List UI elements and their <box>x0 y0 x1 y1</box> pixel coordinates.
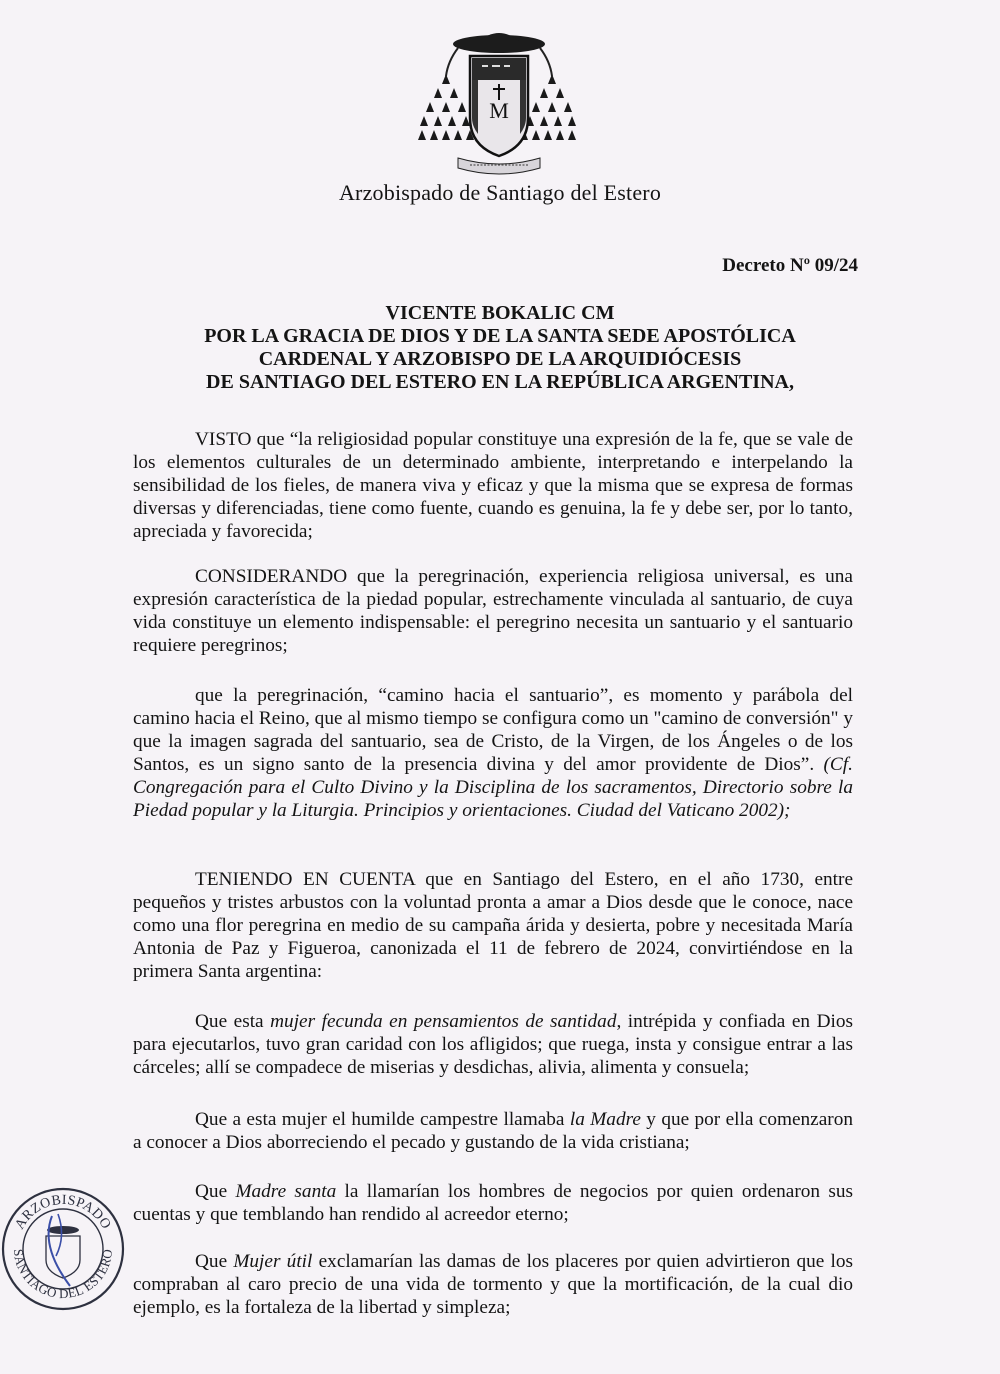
emphasis: mujer fecunda en pensamientos de santidad <box>270 1011 617 1032</box>
mujer-fecunda-paragraph <box>133 1010 853 1079</box>
text-segment: la llamarían los hombres de negocios por quien ordenaron sus cuentas y que temblando han rendido al acreedor eterno; <box>133 1181 853 1225</box>
emphasis: la Madre <box>569 1109 641 1130</box>
peregrinacion-paragraph <box>133 684 853 822</box>
teniendo-paragraph: TENIENDO EN CUENTA que en Santiago del Estero, en el año 1730, entre pequeños y tristes arbustos con la voluntad pronta a amar a Dios desde que le conoce, nace como una flor peregrina en medio de su campaña árida y desierta, pobre y necesitada María Antonia de Paz y Figueroa, canonizada el 11 de febrero de 2024, convirtiéndose en la primera Santa argentina: <box>133 869 853 982</box>
archdiocese-stamp-icon <box>0 1186 126 1312</box>
issuer-header <box>140 302 860 394</box>
mujer-util-paragraph <box>133 1250 853 1319</box>
issuer-line: CARDENAL Y ARZOBISPO DE LA ARQUIDIÓCESIS <box>258 348 742 370</box>
citation: (Cf. Congregación para el Culto Divino y la Disciplina de los sacramentos, Directorio sobre la Piedad popular y la Liturgia. Principios y orientaciones. Ciudad del Vaticano 2002); <box>133 754 853 821</box>
seal-bottom-text: SANTIAGO DEL ESTERO <box>10 1248 116 1302</box>
text-segment: y que por ella comenzaron a conocer a Dios aborreciendo el pecado y gustando de la vida cristiana; <box>133 1109 854 1153</box>
visto-paragraph: VISTO que “la religiosidad popular constituye una expresión de la fe, que se vale de los elementos culturales de un determinado ambiente, interpretando e interpelando la sensibilidad de los fieles, de manera viva y eficaz y que la misma que se expresa de formas diversas y diferenciadas, tiene como fuente, cuando es genuina, la fe y debe ser, por lo tanto, apreciada y favorecida; <box>133 429 853 542</box>
archiepiscopal-coat-of-arms-icon <box>418 26 580 178</box>
text-segment: Que a esta mujer el humilde campestre llamaba <box>195 1109 570 1130</box>
text-segment: , intrépida y confiada en Dios para ejecutarlos, tuvo gran caridad con los afligidos; que ruega, insta y consigue entrar a las cárceles; allí se compadece de miserias y desdichas, alivia, alimenta y consuela; <box>133 1011 853 1078</box>
issuer-line: DE SANTIAGO DEL ESTERO EN LA REPÚBLICA ARGENTINA, <box>206 371 794 393</box>
issuer-line: VICENTE BOKALIC CM <box>385 302 615 324</box>
svg-text:M: M <box>489 98 509 123</box>
peregrinacion-text: que la peregrinación, “camino hacia el santuario”, es momento y parábola del camino hacia el Reino, que al mismo tiempo se configura como un "camino de conversión" y que la imagen sagrada del santuario, sea de Cristo, de la Virgen, de los Ángeles o de los Santos, es un signo santo de la presencia divina y del amor providente de Dios”. <box>133 685 853 775</box>
seal-top-text: ARZOBISPADO <box>12 1192 114 1233</box>
madre-santa-paragraph <box>133 1180 853 1226</box>
issuer-line: POR LA GRACIA DE DIOS Y DE LA SANTA SEDE APOSTÓLICA <box>204 325 796 347</box>
text-segment: Que <box>195 1181 236 1202</box>
text-segment: Que esta <box>195 1011 271 1032</box>
text-segment: Que <box>195 1251 234 1272</box>
text-segment: exclamarían las damas de los placeres por quien advirtieron que los compraban al caro precio de una vida de tormento y que la mortificación, de la cual dio ejemplo, es la fortaleza de la libertad y simpleza; <box>133 1251 853 1318</box>
decree-number: Decreto Nº 09/24 <box>722 255 858 276</box>
considerando-paragraph: CONSIDERANDO que la peregrinación, experiencia religiosa universal, es una expresión característica de la piedad popular, estrechamente vinculada al santuario, de cuya vida constituye un elemento indispensable: el peregrino necesita un santuario y el santuario requiere peregrinos; <box>133 566 853 656</box>
emphasis: Mujer útil <box>233 1251 313 1272</box>
la-madre-paragraph <box>133 1108 853 1154</box>
emphasis: Madre santa <box>235 1181 337 1202</box>
organization-name: Arzobispado de Santiago del Estero <box>338 180 662 205</box>
